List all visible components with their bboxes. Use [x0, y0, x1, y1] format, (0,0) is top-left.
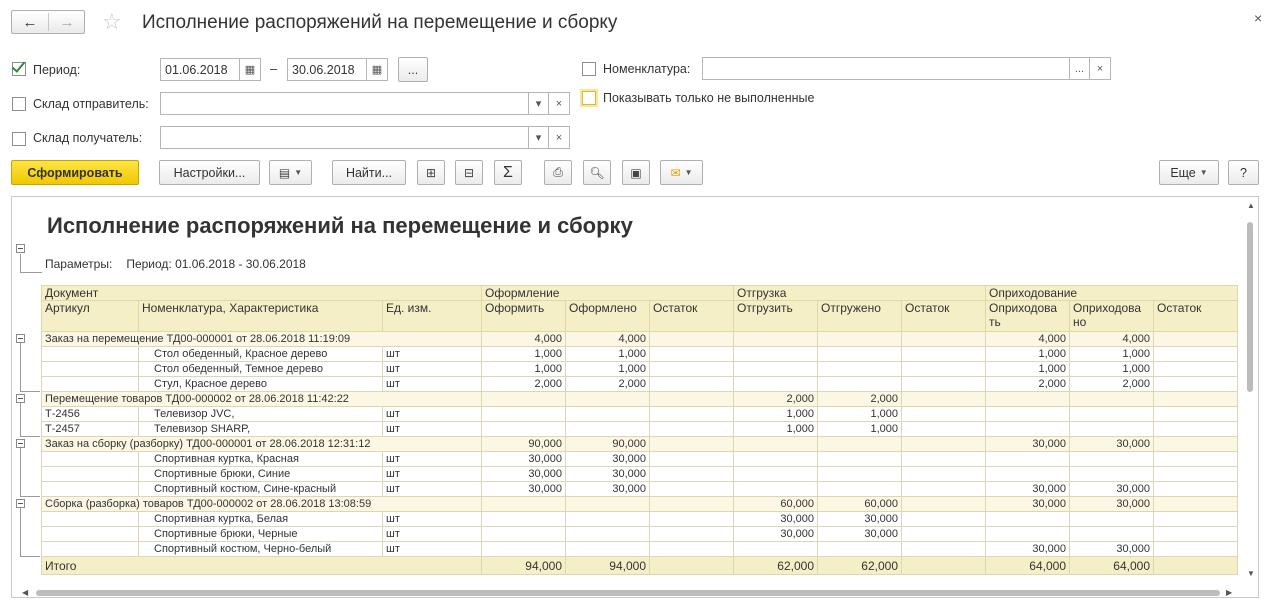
value-cell	[902, 332, 986, 347]
tree-line	[20, 448, 21, 496]
close-icon[interactable]: ×	[1254, 10, 1263, 26]
date-dash: –	[270, 62, 277, 76]
value-cell	[1154, 512, 1238, 527]
sum-icon: Σ	[503, 163, 513, 181]
header-remainder: Остаток	[650, 301, 734, 332]
value-cell: 2,000	[1070, 377, 1154, 392]
receiver-checkbox[interactable]	[12, 132, 26, 146]
article-cell	[42, 542, 139, 557]
article-cell	[42, 512, 139, 527]
total-value-cell	[902, 557, 986, 575]
unit-cell: шт	[383, 482, 482, 497]
table-row[interactable]	[42, 377, 1238, 392]
expand-groups-icon: ⊞	[425, 165, 437, 180]
document-group-row[interactable]	[42, 332, 1238, 347]
value-cell: 30,000	[818, 527, 902, 542]
value-cell	[482, 422, 566, 437]
collapse-group-icon[interactable]	[16, 499, 25, 508]
value-cell	[1070, 527, 1154, 542]
value-cell	[566, 527, 650, 542]
article-cell	[42, 527, 139, 542]
value-cell: 4,000	[1070, 332, 1154, 347]
value-cell: 2,000	[566, 377, 650, 392]
table-row[interactable]	[42, 452, 1238, 467]
value-cell	[1154, 542, 1238, 557]
value-cell	[482, 392, 566, 407]
scroll-up-icon[interactable]: ▲	[1247, 201, 1255, 210]
nomenclature-cell: Стол обеденный, Красное дерево	[139, 347, 383, 362]
value-cell	[566, 422, 650, 437]
sender-dropdown-button[interactable]: ▾	[528, 92, 549, 115]
value-cell	[818, 347, 902, 362]
help-button[interactable]: ?	[1228, 160, 1259, 185]
date-from-field[interactable]: 01.06.2018	[160, 58, 240, 81]
table-row[interactable]	[42, 482, 1238, 497]
save-button[interactable]	[622, 160, 650, 185]
header-unit: Ед. изм.	[383, 301, 482, 332]
value-cell	[650, 377, 734, 392]
value-cell	[986, 512, 1070, 527]
value-cell	[566, 512, 650, 527]
value-cell: 1,000	[566, 362, 650, 377]
value-cell	[650, 482, 734, 497]
table-row[interactable]	[42, 347, 1238, 362]
header-to-receive: Оприходова ть	[986, 301, 1070, 332]
value-cell	[1070, 452, 1154, 467]
value-cell	[482, 542, 566, 557]
nomenclature-cell: Стул, Красное дерево	[139, 377, 383, 392]
value-cell	[734, 542, 818, 557]
sender-field[interactable]	[160, 92, 529, 115]
value-cell	[650, 467, 734, 482]
tree-line	[20, 556, 40, 557]
sender-label: Склад отправитель:	[33, 97, 149, 111]
report-title: Исполнение распоряжений на перемещение и сборку	[47, 213, 633, 238]
nomenclature-cell: Спортивная куртка, Белая	[139, 512, 383, 527]
more-menu-button[interactable]	[1159, 160, 1219, 185]
article-cell	[42, 362, 139, 377]
total-value-cell	[650, 557, 734, 575]
unit-cell: шт	[383, 512, 482, 527]
total-value-cell: 64,000	[1070, 557, 1154, 575]
vertical-scrollbar-thumb[interactable]	[1247, 222, 1253, 392]
value-cell: 1,000	[818, 407, 902, 422]
value-cell	[986, 452, 1070, 467]
value-cell	[482, 497, 566, 512]
value-cell	[1154, 332, 1238, 347]
nomenclature-cell: Спортивный костюм, Сине-красный	[139, 482, 383, 497]
params-value: Период: 01.06.2018 - 30.06.2018	[126, 257, 306, 271]
value-cell	[1070, 407, 1154, 422]
value-cell	[902, 437, 986, 452]
value-cell	[902, 407, 986, 422]
scroll-left-icon[interactable]: ◀	[22, 588, 29, 597]
total-value-cell: 64,000	[986, 557, 1070, 575]
horizontal-scrollbar-thumb[interactable]	[36, 590, 1220, 596]
value-cell: 1,000	[482, 362, 566, 377]
value-cell	[1154, 497, 1238, 512]
value-cell: 1,000	[818, 422, 902, 437]
report-params	[45, 257, 320, 271]
header-registration: Оформление	[482, 286, 734, 301]
header-registered: Оформлено	[566, 301, 650, 332]
value-cell	[1070, 392, 1154, 407]
only-unfinished-label: Показывать только не выполненные	[603, 91, 815, 105]
value-cell: 90,000	[482, 437, 566, 452]
nomenclature-cell: Спортивные брюки, Синие	[139, 467, 383, 482]
document-group-row[interactable]	[42, 497, 1238, 512]
nomenclature-cell: Спортивная куртка, Красная	[139, 452, 383, 467]
table-row[interactable]	[42, 542, 1238, 557]
value-cell	[734, 362, 818, 377]
value-cell: 30,000	[1070, 497, 1154, 512]
forward-icon[interactable]: →	[59, 13, 75, 31]
article-cell	[42, 467, 139, 482]
expand-all-button[interactable]	[417, 160, 445, 185]
value-cell: 30,000	[482, 452, 566, 467]
header-received: Оприходова но	[1070, 301, 1154, 332]
nomenclature-cell: Телевизор JVC,	[139, 407, 383, 422]
value-cell	[818, 467, 902, 482]
chevron-down-icon: ▼	[294, 168, 303, 177]
table-row[interactable]	[42, 527, 1238, 542]
nomenclature-cell: Стол обеденный, Темное дерево	[139, 362, 383, 377]
value-cell: 30,000	[1070, 482, 1154, 497]
value-cell	[650, 452, 734, 467]
calendar-from-icon[interactable]: ▦	[239, 58, 261, 81]
value-cell	[1070, 512, 1154, 527]
collapse-report-icon[interactable]	[16, 244, 25, 253]
value-cell	[650, 437, 734, 452]
value-cell	[1154, 377, 1238, 392]
period-select-button[interactable]: ...	[398, 57, 428, 82]
report-table	[41, 285, 1238, 575]
unit-cell: шт	[383, 467, 482, 482]
header-to-register: Оформить	[482, 301, 566, 332]
total-label: Итого	[42, 557, 482, 575]
value-cell	[1154, 392, 1238, 407]
nomenclature-field[interactable]	[702, 57, 1070, 80]
value-cell	[650, 527, 734, 542]
article-cell	[42, 347, 139, 362]
print-button[interactable]	[544, 160, 572, 185]
value-cell	[1154, 422, 1238, 437]
calendar-to-icon[interactable]: ▦	[366, 58, 388, 81]
period-checkbox[interactable]	[12, 62, 26, 76]
value-cell: 4,000	[482, 332, 566, 347]
window-title: Исполнение распоряжений на перемещение и сборку	[142, 12, 618, 33]
value-cell	[902, 392, 986, 407]
unit-cell: шт	[383, 452, 482, 467]
collapse-all-button[interactable]	[455, 160, 483, 185]
total-value-cell: 62,000	[818, 557, 902, 575]
unit-cell: шт	[383, 347, 482, 362]
value-cell	[650, 362, 734, 377]
value-cell: 2,000	[986, 377, 1070, 392]
value-cell	[650, 392, 734, 407]
value-cell: 90,000	[566, 437, 650, 452]
value-cell: 2,000	[734, 392, 818, 407]
value-cell: 30,000	[818, 512, 902, 527]
value-cell	[482, 527, 566, 542]
value-cell	[650, 542, 734, 557]
preview-button[interactable]	[583, 160, 611, 185]
sender-clear-button[interactable]: ×	[548, 92, 570, 115]
value-cell: 4,000	[566, 332, 650, 347]
value-cell	[650, 407, 734, 422]
value-cell: 30,000	[566, 452, 650, 467]
table-row[interactable]	[42, 422, 1238, 437]
value-cell	[818, 377, 902, 392]
printer-icon: ⎙	[553, 165, 563, 179]
total-row	[42, 557, 1238, 575]
article-cell	[42, 452, 139, 467]
nomenclature-label: Номенклатура:	[603, 62, 691, 76]
value-cell	[482, 512, 566, 527]
generate-button[interactable]: Сформировать	[11, 160, 139, 185]
receiver-field[interactable]	[160, 126, 529, 149]
tree-line	[20, 272, 42, 273]
value-cell	[734, 332, 818, 347]
value-cell	[902, 497, 986, 512]
collapse-group-icon[interactable]	[16, 394, 25, 403]
value-cell	[902, 422, 986, 437]
unit-cell: шт	[383, 542, 482, 557]
sender-checkbox[interactable]	[12, 97, 26, 111]
unit-cell: шт	[383, 362, 482, 377]
find-button[interactable]: Найти...	[332, 160, 406, 185]
report-area[interactable]	[11, 196, 1259, 598]
value-cell: 30,000	[482, 467, 566, 482]
value-cell	[902, 467, 986, 482]
value-cell	[818, 362, 902, 377]
tree-line	[20, 496, 40, 497]
table-row[interactable]	[42, 407, 1238, 422]
header-to-ship: Отгрузить	[734, 301, 818, 332]
value-cell: 30,000	[1070, 542, 1154, 557]
value-cell	[650, 512, 734, 527]
value-cell	[1154, 452, 1238, 467]
value-cell: 30,000	[566, 467, 650, 482]
table-row[interactable]	[42, 467, 1238, 482]
collapse-group-icon[interactable]	[16, 439, 25, 448]
value-cell: 30,000	[734, 512, 818, 527]
receiver-label: Склад получатель:	[33, 131, 143, 145]
value-cell: 1,000	[1070, 362, 1154, 377]
value-cell: 2,000	[818, 392, 902, 407]
value-cell	[986, 392, 1070, 407]
value-cell	[1154, 482, 1238, 497]
document-name: Перемещение товаров ТД00-000002 от 28.06.2018 11:42:22	[42, 392, 482, 407]
header-nomenclature: Номенклатура, Характеристика	[139, 301, 383, 332]
chevron-down-icon: ▼	[1199, 168, 1208, 177]
tree-line	[20, 343, 21, 391]
params-label: Параметры:	[45, 257, 113, 271]
tree-line	[20, 254, 21, 272]
value-cell: 1,000	[566, 347, 650, 362]
total-value-cell: 94,000	[482, 557, 566, 575]
only-unfinished-checkbox[interactable]	[582, 91, 596, 105]
value-cell: 1,000	[1070, 347, 1154, 362]
value-cell: 30,000	[986, 482, 1070, 497]
value-cell	[734, 377, 818, 392]
article-cell: Т-2457	[42, 422, 139, 437]
value-cell: 1,000	[986, 347, 1070, 362]
chevron-down-icon: ▼	[684, 168, 693, 177]
scroll-down-icon[interactable]: ▼	[1247, 569, 1255, 578]
document-name: Заказ на перемещение ТД00-000001 от 28.06.2018 11:19:09	[42, 332, 482, 347]
article-cell	[42, 482, 139, 497]
value-cell: 30,000	[986, 497, 1070, 512]
period-label: Период:	[33, 63, 81, 77]
settings-button[interactable]: Настройки...	[159, 160, 260, 185]
back-icon[interactable]: ←	[22, 13, 38, 31]
value-cell	[734, 467, 818, 482]
value-cell	[902, 542, 986, 557]
value-cell	[734, 452, 818, 467]
value-cell	[1070, 422, 1154, 437]
floppy-disk-icon: ▣	[630, 165, 642, 180]
tree-line	[20, 391, 40, 392]
header-remainder: Остаток	[902, 301, 986, 332]
value-cell: 4,000	[986, 332, 1070, 347]
print-preview-icon: 🔍︎	[589, 165, 605, 180]
value-cell: 30,000	[482, 482, 566, 497]
value-cell: 30,000	[986, 542, 1070, 557]
send-email-button[interactable]	[660, 160, 703, 185]
variants-icon: ▤	[278, 165, 291, 180]
favorite-star-icon[interactable]: ☆	[102, 9, 122, 34]
collapse-groups-icon: ⊟	[463, 165, 475, 180]
nomenclature-cell: Телевизор SHARP,	[139, 422, 383, 437]
value-cell	[818, 482, 902, 497]
value-cell	[566, 407, 650, 422]
variants-menu-button[interactable]	[269, 160, 312, 185]
document-group-row[interactable]	[42, 437, 1238, 452]
value-cell	[650, 497, 734, 512]
value-cell	[902, 377, 986, 392]
tree-line	[20, 436, 40, 437]
value-cell	[902, 512, 986, 527]
value-cell	[902, 452, 986, 467]
value-cell	[734, 347, 818, 362]
value-cell	[986, 407, 1070, 422]
scroll-right-icon[interactable]: ▶	[1226, 588, 1233, 597]
value-cell	[902, 482, 986, 497]
header-receipt: Оприходование	[986, 286, 1238, 301]
unit-cell: шт	[383, 377, 482, 392]
value-cell	[986, 422, 1070, 437]
nomenclature-cell: Спортивный костюм, Черно-белый	[139, 542, 383, 557]
unit-cell: шт	[383, 527, 482, 542]
nomenclature-more-button[interactable]: ...	[1069, 57, 1090, 80]
value-cell	[566, 542, 650, 557]
value-cell: 30,000	[986, 437, 1070, 452]
tree-line	[20, 508, 21, 556]
tree-line	[20, 403, 21, 436]
value-cell: 60,000	[818, 497, 902, 512]
total-value-cell	[1154, 557, 1238, 575]
value-cell	[818, 437, 902, 452]
value-cell	[482, 407, 566, 422]
value-cell: 30,000	[566, 482, 650, 497]
unit-cell: шт	[383, 422, 482, 437]
value-cell	[1154, 362, 1238, 377]
value-cell	[902, 527, 986, 542]
value-cell	[734, 437, 818, 452]
nomenclature-clear-button[interactable]: ×	[1089, 57, 1111, 80]
document-name: Сборка (разборка) товаров ТД00-000002 от 28.06.2018 13:08:59	[42, 497, 482, 512]
header-remainder: Остаток	[1154, 301, 1238, 332]
date-to-field[interactable]: 30.06.2018	[287, 58, 367, 81]
value-cell	[1154, 467, 1238, 482]
total-value-cell: 94,000	[566, 557, 650, 575]
value-cell	[650, 422, 734, 437]
document-group-row[interactable]	[42, 392, 1238, 407]
value-cell	[1154, 527, 1238, 542]
value-cell: 60,000	[734, 497, 818, 512]
nomenclature-cell: Спортивные брюки, Черные	[139, 527, 383, 542]
envelope-icon: ✉	[670, 165, 681, 180]
value-cell: 1,000	[482, 347, 566, 362]
value-cell	[986, 527, 1070, 542]
receiver-clear-button[interactable]: ×	[548, 126, 570, 149]
table-row[interactable]	[42, 512, 1238, 527]
value-cell	[650, 332, 734, 347]
value-cell: 30,000	[734, 527, 818, 542]
value-cell: 2,000	[482, 377, 566, 392]
article-cell	[42, 377, 139, 392]
value-cell	[902, 347, 986, 362]
value-cell: 30,000	[1070, 437, 1154, 452]
collapse-group-icon[interactable]	[16, 334, 25, 343]
total-value-cell: 62,000	[734, 557, 818, 575]
header-article: Артикул	[42, 301, 139, 332]
unit-cell: шт	[383, 407, 482, 422]
header-shipped: Отгружено	[818, 301, 902, 332]
table-row[interactable]	[42, 362, 1238, 377]
value-cell	[986, 467, 1070, 482]
value-cell: 1,000	[986, 362, 1070, 377]
value-cell	[734, 482, 818, 497]
value-cell	[566, 497, 650, 512]
nomenclature-checkbox[interactable]	[582, 62, 596, 76]
header-shipment: Отгрузка	[734, 286, 986, 301]
sum-button[interactable]	[494, 160, 522, 185]
value-cell	[1070, 467, 1154, 482]
value-cell	[818, 452, 902, 467]
value-cell	[650, 347, 734, 362]
value-cell: 1,000	[734, 407, 818, 422]
header-document: Документ	[42, 286, 482, 301]
document-name: Заказ на сборку (разборку) ТД00-000001 от 28.06.2018 12:31:12	[42, 437, 482, 452]
value-cell	[1154, 347, 1238, 362]
value-cell	[818, 332, 902, 347]
receiver-dropdown-button[interactable]: ▾	[528, 126, 549, 149]
value-cell	[1154, 407, 1238, 422]
article-cell: Т-2456	[42, 407, 139, 422]
value-cell: 1,000	[734, 422, 818, 437]
value-cell	[566, 392, 650, 407]
value-cell	[818, 542, 902, 557]
value-cell	[902, 362, 986, 377]
nav-buttons	[11, 10, 85, 34]
more-label: Еще	[1170, 165, 1196, 180]
value-cell	[1154, 437, 1238, 452]
